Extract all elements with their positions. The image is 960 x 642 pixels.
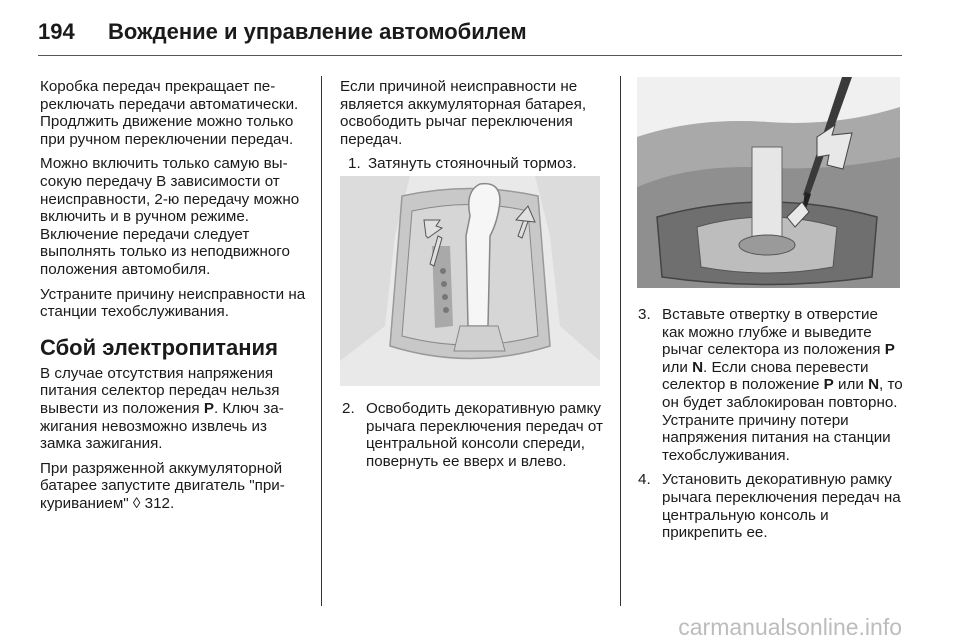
page-number: 194 bbox=[38, 19, 75, 44]
paragraph-gearbox-stops: Коробка передач прекращает переключать передачи автоматически. Продлжить движение можно только при ручном переключении передач. bbox=[40, 78, 299, 148]
list-item-step-4: 4. Установить декоративную рамку рычага переключения передач на центральную консоль и прикрепить ее. bbox=[638, 471, 901, 542]
column-divider-right bbox=[620, 76, 621, 606]
section-heading-power-failure: Сбой электропитания bbox=[40, 334, 278, 360]
paragraph-release-lever: Если причиной неисправности не является аккумуляторная батарея, освободить рычаг переключения передач. bbox=[340, 78, 587, 148]
page-header bbox=[38, 14, 527, 50]
position-p-label: P bbox=[203, 399, 214, 417]
illustration-gear-lever-console bbox=[340, 176, 600, 386]
list-item-step-2: 2. Освободить декоративную рамку рычага переключения передач от центральной консоли спереди, повернуть ее вверх и влево. bbox=[342, 400, 603, 470]
column-3 bbox=[638, 306, 904, 549]
page-reference-arrow-icon: ◊ bbox=[132, 494, 141, 512]
illustration-screwdriver-release bbox=[637, 77, 900, 288]
column-divider-left bbox=[321, 76, 322, 606]
list-item-step-3: 3. Вставьте отвертку в отверстие как можно глубже и выведите рычаг селектора из положения P или N. Если снова перевести селектор в положение P или N, то он будет заблокирован повторно. Устраните причину потери напряжения питания на станции техобслуживания. bbox=[638, 306, 903, 464]
list-item-step-1: 1. Затянуть стояночный тормоз. bbox=[348, 155, 577, 173]
paragraph-no-voltage: В случае отсутствия напряжения питания селектор передач нельзя вывести из положения P. Ключ зажигания невозможно извлечь из замка зажигания. bbox=[40, 364, 284, 453]
page-title: Вождение и управление автомобилем bbox=[108, 19, 527, 44]
column-2 bbox=[340, 78, 605, 180]
header-rule bbox=[38, 55, 902, 56]
column-1 bbox=[40, 78, 306, 519]
paragraph-jump-start: При разряженной аккумуляторной батарее запустите двигатель "прикуриванием" ◊ 312. bbox=[40, 459, 285, 512]
watermark: carmanualsonline.info bbox=[678, 614, 902, 640]
paragraph-highest-gear: Можно включить только самую высокую передачу В зависимости от неисправности, 2-ю передачу можно включить и в ручном режиме. Включение передачи следует выполнять только из неподвижного положения автомобиля. bbox=[40, 155, 300, 278]
paragraph-service-station: Устраните причину неисправности на станции техобслуживания. bbox=[40, 285, 306, 321]
column-2-lower bbox=[340, 400, 605, 477]
